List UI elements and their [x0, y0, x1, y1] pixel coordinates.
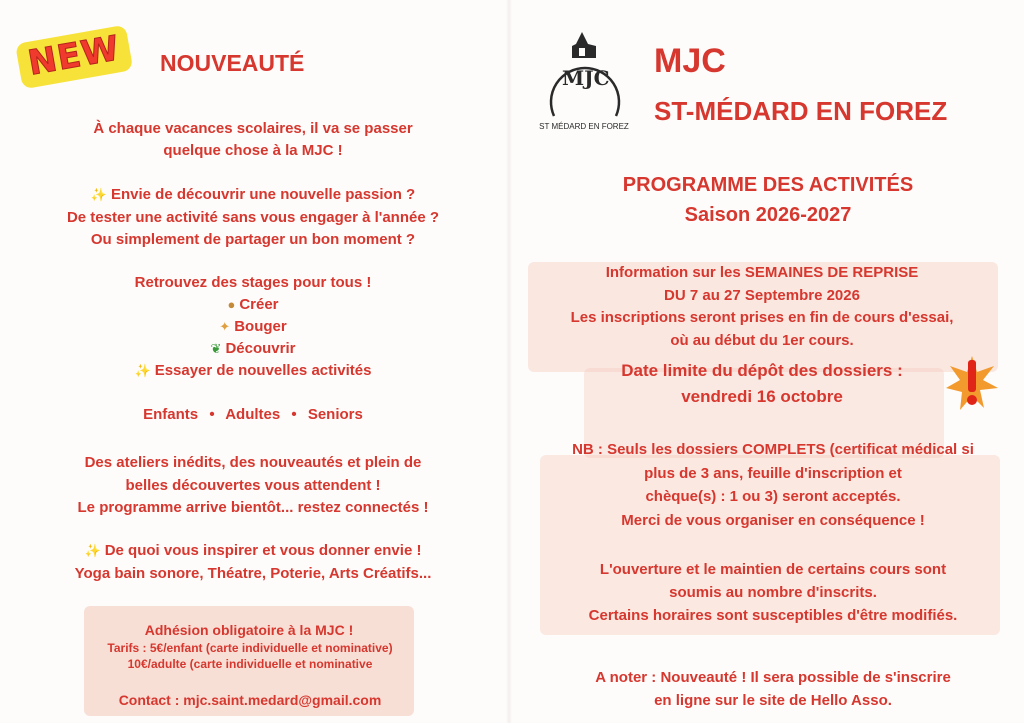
- reprise-block: [512, 262, 1012, 352]
- sparkles-icon: ✨: [90, 187, 107, 202]
- left-questions: [0, 184, 506, 252]
- reprise-line: DU 7 au 27 Septembre 2026: [664, 286, 860, 304]
- tarif-line: 10€/adulte (carte individuelle et nominative: [127, 657, 373, 671]
- ouverture-block: [526, 558, 1020, 627]
- nb-line: NB : Seuls les dossiers COMPLETS (certificat médical si: [572, 441, 974, 458]
- adhesion-text: Adhésion obligatoire à la MJC !: [144, 622, 354, 638]
- noter-line: en ligne sur le site de Hello Asso.: [654, 692, 892, 709]
- intro-line: quelque chose à la MJC !: [163, 142, 343, 159]
- program-title: PROGRAMME DES ACTIVITÉS: [622, 174, 914, 196]
- nb-block: [526, 438, 1020, 532]
- sparkles-icon: ✨: [134, 363, 151, 378]
- title-town: ST-MÉDARD EN FOREZ: [654, 96, 948, 126]
- tarif-line: Tarifs : 5€/enfant (carte individuelle et nominative): [107, 641, 393, 655]
- deadline-line: vendredi 16 octobre: [681, 387, 843, 406]
- reprise-line: Information sur les SEMAINES DE REPRISE: [605, 264, 919, 281]
- stages-block: [0, 272, 506, 382]
- stage-item: Créer: [239, 296, 279, 313]
- noter-block: [526, 666, 1020, 712]
- tarifs-block: [70, 640, 430, 672]
- nb-line: chèque(s) : 1 ou 3) seront acceptés.: [645, 488, 901, 505]
- audience-item: Seniors: [307, 406, 363, 423]
- logo-caption: ST MÉDARD EN FOREZ: [539, 122, 629, 131]
- sparkles-icon: ✨: [84, 543, 101, 558]
- ateliers-line: Des ateliers inédits, des nouveautés et plein de: [84, 454, 422, 471]
- deadline-block: [512, 358, 1012, 410]
- stages-title: Retrouvez des stages pour tous !: [134, 274, 372, 291]
- title-mjc: MJC: [654, 42, 726, 80]
- new-badge: NEW: [8, 16, 141, 97]
- gymnast-icon: ✦: [219, 319, 231, 334]
- ouverture-line: soumis au nombre d'inscrits.: [669, 584, 877, 601]
- ouverture-line: Certains horaires sont susceptibles d'être modifiés.: [588, 607, 958, 624]
- question-line: Envie de découvrir une nouvelle passion ?: [110, 186, 416, 203]
- bullet: •: [291, 406, 297, 423]
- inspire-block: [0, 540, 506, 585]
- question-line: De tester une activité sans vous engager à l'année ?: [66, 208, 440, 226]
- mjc-logo: [536, 24, 632, 136]
- ateliers-line: Le programme arrive bientôt... restez connectés !: [77, 499, 429, 516]
- ateliers-line: belles découvertes vous attendent !: [125, 476, 381, 494]
- question-line: Ou simplement de partager un bon moment ?: [90, 231, 416, 248]
- deadline-line: Date limite du dépôt des dossiers :: [621, 361, 903, 380]
- ateliers-block: [0, 452, 506, 520]
- intro-line: À chaque vacances scolaires, il va se passer: [93, 120, 413, 137]
- audience-item: Adultes: [225, 406, 281, 423]
- left-intro: [0, 118, 506, 162]
- palette-icon: ●: [227, 297, 236, 312]
- nb-line: Merci de vous organiser en conséquence !: [621, 511, 925, 529]
- leaf-icon: ❦: [210, 341, 222, 356]
- logo-text: MJC: [562, 66, 610, 90]
- bullet: •: [209, 406, 215, 423]
- inspire-line: De quoi vous inspirer et vous donner envie !: [104, 542, 422, 559]
- reprise-line: Les inscriptions seront prises en fin de cours d'essai,: [570, 309, 954, 326]
- audiences: [0, 406, 506, 423]
- noter-line: A noter : Nouveauté ! Il sera possible de s'inscrire: [595, 669, 951, 686]
- ouverture-line: L'ouverture et le maintien de certains cours sont: [599, 561, 947, 578]
- stage-item: Découvrir: [225, 340, 296, 357]
- season-title: Saison 2026-2027: [684, 204, 852, 226]
- stage-item: Bouger: [234, 318, 287, 335]
- nb-line: plus de 3 ans, feuille d'inscription et: [644, 464, 902, 482]
- reprise-line: où au début du 1er cours.: [670, 331, 854, 349]
- stage-item: Essayer de nouvelles activités: [154, 362, 372, 379]
- left-title: NOUVEAUTÉ: [160, 50, 305, 76]
- audience-item: Enfants: [143, 406, 199, 423]
- alert-icon: [944, 354, 1000, 414]
- inspire-line: Yoga bain sonore, Théatre, Poterie, Arts Créatifs...: [74, 564, 432, 582]
- contact-text: Contact : mjc.saint.medard@gmail.com: [118, 692, 382, 708]
